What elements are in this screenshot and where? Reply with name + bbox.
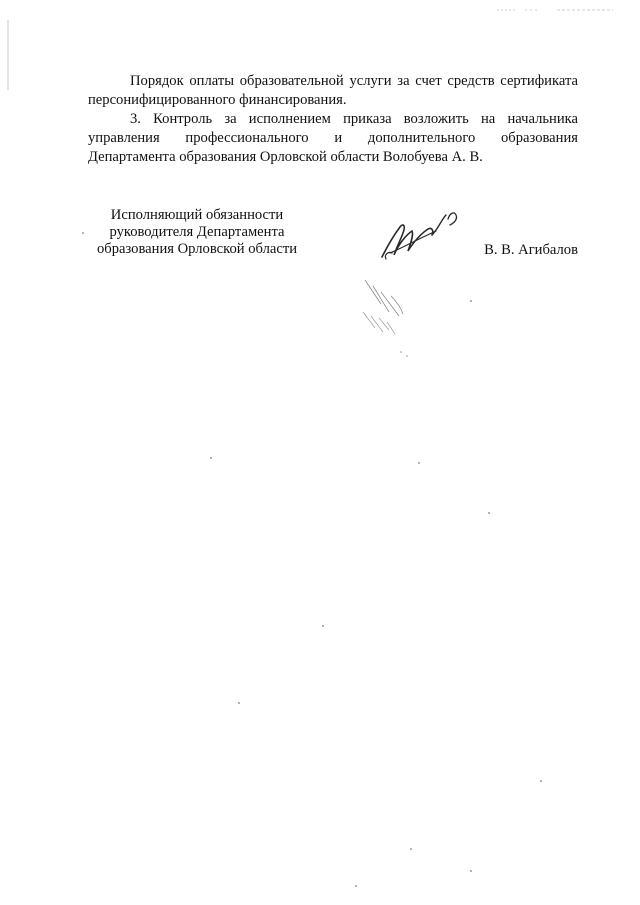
scan-speck bbox=[410, 848, 412, 850]
scan-speck bbox=[418, 462, 420, 464]
signer-position-line: образования Орловской области bbox=[96, 241, 298, 257]
scan-speck bbox=[82, 232, 84, 234]
scan-speck bbox=[540, 780, 542, 782]
paragraph-control-clause: 3. Контроль за исполнением приказа возложить на начальника управления профессионального и дополнительного образования Департамента образования Орловской области Волобуева А. В. bbox=[88, 111, 578, 165]
signer-position-line: Исполняющий обязанности bbox=[110, 207, 284, 223]
scan-scribble-marks bbox=[355, 272, 425, 362]
scan-speck bbox=[470, 300, 472, 302]
signer-position bbox=[92, 207, 302, 258]
scan-speck bbox=[238, 702, 240, 704]
signer-name: В. В. Агибалов bbox=[484, 242, 578, 258]
scan-speck bbox=[322, 625, 324, 627]
scan-speck bbox=[210, 457, 212, 459]
paragraph-payment-order: Порядок оплаты образовательной услуги за счет средств сертификата персонифицированного финансирования. bbox=[88, 73, 578, 108]
handwritten-signature bbox=[370, 205, 470, 270]
scan-speck bbox=[470, 870, 472, 872]
signer-position-line: руководителя Департамента bbox=[109, 224, 285, 240]
scan-header-marks bbox=[495, 6, 615, 14]
scan-edge-mark bbox=[6, 20, 10, 90]
scan-speck bbox=[355, 885, 357, 887]
scan-speck bbox=[488, 512, 490, 514]
